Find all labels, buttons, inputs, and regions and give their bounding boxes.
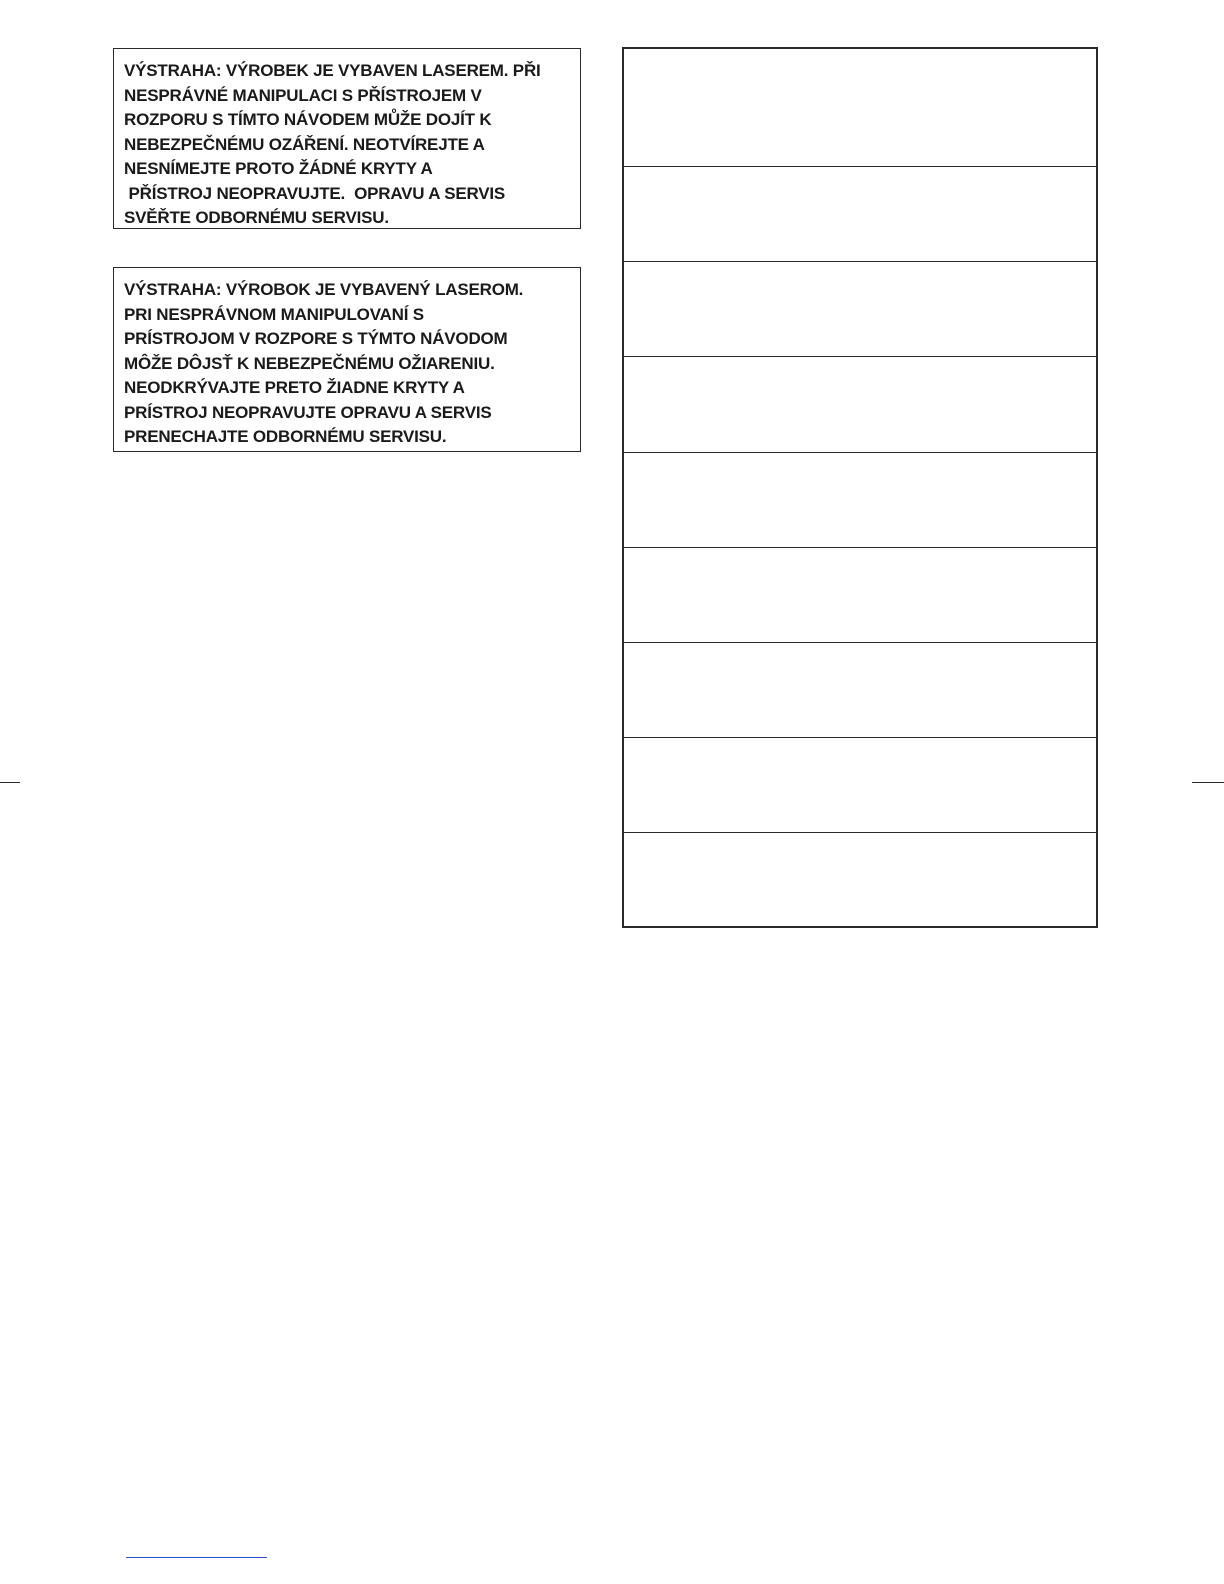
footer-rule	[126, 1557, 267, 1558]
warning-line: MÔŽE DÔJSŤ K NEBEZPEČNÉMU OŽIARENIU.	[124, 353, 495, 373]
blank-table-row	[624, 357, 1096, 453]
blank-table-row	[624, 167, 1096, 262]
warning-line: PRÍSTROJOM V ROZPORE S TÝMTO NÁVODOM	[124, 329, 508, 348]
warning-line: NESPRÁVNÉ MANIPULACI S PŘÍSTROJEM V	[124, 85, 482, 105]
warning-line: SVĚŘTE ODBORNÉMU SERVISU.	[124, 208, 389, 227]
warning-line: PRI NESPRÁVNOM MANIPULOVANÍ S	[124, 304, 424, 324]
warning-line: VÝSTRAHA: VÝROBOK JE VYBAVENÝ LASEROM.	[124, 280, 524, 299]
warning-line: PŘÍSTROJ NEOPRAVUJTE. OPRAVU A SERVIS	[124, 183, 506, 203]
laser-warning-slovak	[113, 267, 581, 452]
warning-line: ROZPORU S TÍMTO NÁVODEM MŮŽE DOJÍT K	[124, 110, 492, 129]
blank-table-row	[624, 833, 1096, 926]
blank-table-row	[624, 49, 1096, 167]
laser-warning-czech	[113, 48, 581, 229]
warning-line: PRENECHAJTE ODBORNÉMU SERVISU.	[124, 427, 447, 446]
blank-table-row	[624, 453, 1096, 548]
warning-line: VÝSTRAHA: VÝROBEK JE VYBAVEN LASEREM. PŘI	[124, 61, 541, 80]
blank-table-row	[624, 643, 1096, 738]
blank-label-table	[622, 47, 1098, 928]
trim-mark-left	[0, 782, 20, 783]
warning-line: NESNÍMEJTE PROTO ŽÁDNÉ KRYTY A	[124, 159, 433, 178]
blank-table-row	[624, 738, 1096, 833]
trim-mark-right	[1192, 782, 1224, 783]
blank-table-row	[624, 548, 1096, 643]
warning-line: NEBEZPEČNÉMU OZÁŘENÍ. NEOTVÍREJTE A	[124, 134, 485, 154]
warning-line: NEODKRÝVAJTE PRETO ŽIADNE KRYTY A	[124, 378, 465, 397]
warning-line: PRÍSTROJ NEOPRAVUJTE OPRAVU A SERVIS	[124, 402, 492, 422]
blank-table-row	[624, 262, 1096, 357]
